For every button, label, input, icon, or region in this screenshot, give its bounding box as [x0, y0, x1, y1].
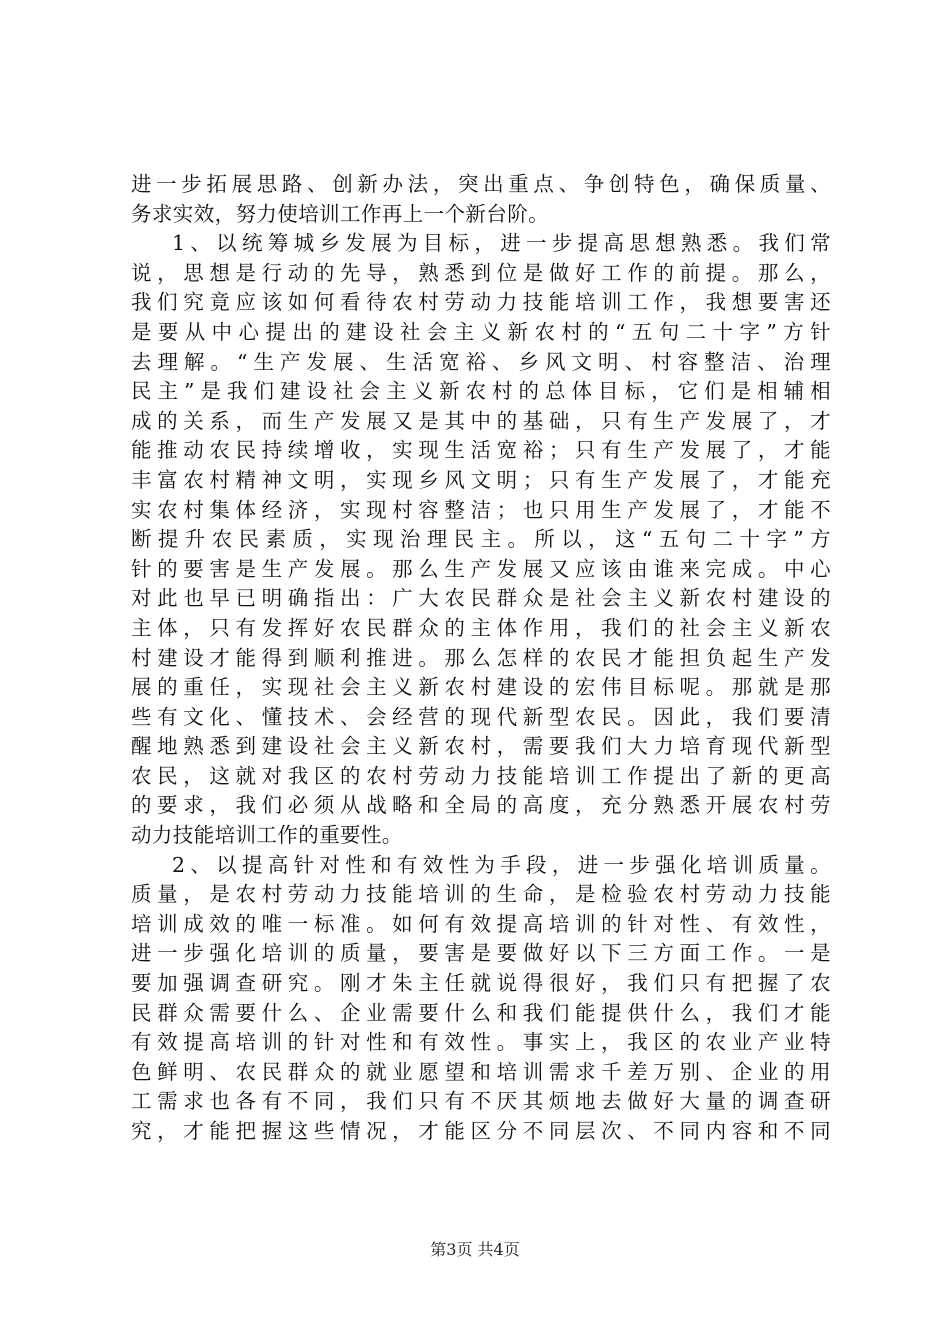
text-line: 质量，是农村劳动力技能培训的生命，是检验农村劳动力技能 [131, 882, 831, 907]
paragraph-start-line: 2、以提高针对性和有效性为手段，进一步强化培训质量。 [172, 852, 831, 877]
text-line: 究，才能把握这些情况，才能区分不同层次、不同内容和不同 [131, 1119, 831, 1143]
text-line: 进一步拓展思路、创新办法，突出重点、争创特色，确保质量、 [131, 172, 831, 196]
text-line: 展的重任，实现社会主义新农村建设的宏伟目标呢。那就是那 [131, 675, 831, 700]
text-line: 主体，只有发挥好农民群众的主体作用，我们的社会主义新农 [131, 615, 831, 640]
text-line: 有效提高培训的针对性和有效性。事实上，我区的农业产业特 [131, 1030, 831, 1055]
text-line: 我们究竟应该如何看待农村劳动力技能培训工作，我想要害还 [131, 290, 831, 315]
body-text [131, 170, 831, 1147]
page-number-footer: 第3页 共4页 [430, 1240, 520, 1259]
text-line: 丰富农村精神文明，实现乡风文明；只有生产发展了，才能充 [131, 467, 831, 492]
text-line: 些有文化、懂技术、会经营的现代新型农民。因此，我们要清 [131, 704, 831, 729]
text-line: 的要求，我们必须从战略和全局的高度，充分熟悉开展农村劳 [131, 793, 831, 818]
text-line: 民主”是我们建设社会主义新农村的总体目标，它们是相辅相 [131, 379, 831, 404]
text-line: 农民，这就对我区的农村劳动力技能培训工作提出了新的更高 [131, 763, 831, 788]
text-line: 培训成效的唯一标准。如何有效提高培训的针对性、有效性， [131, 911, 831, 936]
text-line: 对此也早已明确指出：广大农民群众是社会主义新农村建设的 [131, 586, 831, 611]
paragraph-start-line: 1、以统筹城乡发展为目标，进一步提高思想熟悉。我们常 [172, 231, 831, 256]
text-line: 动力技能培训工作的重要性。 [131, 823, 403, 848]
text-line: 醒地熟悉到建设社会主义新农村，需要我们大力培育现代新型 [131, 734, 831, 759]
text-line: 村建设才能得到顺利推进。那么怎样的农民才能担负起生产发 [131, 645, 831, 670]
text-line: 色鲜明、农民群众的就业愿望和培训需求千差万别、企业的用 [131, 1059, 831, 1084]
text-line: 工需求也各有不同，我们只有不厌其烦地去做好大量的调查研 [131, 1089, 831, 1114]
text-line: 实农村集体经济，实现村容整洁；也只用生产发展了，才能不 [131, 497, 831, 522]
text-line: 是要从中心提出的建设社会主义新农村的“五句二十字”方针 [131, 319, 831, 344]
text-line: 民群众需要什么、企业需要什么和我们能提供什么，我们才能 [131, 1000, 831, 1025]
text-line: 成的关系，而生产发展又是其中的基础，只有生产发展了，才 [131, 408, 831, 433]
text-line: 断提升农民素质，实现治理民主。所以，这“五句二十字”方 [131, 527, 831, 552]
text-line: 进一步强化培训的质量，要害是要做好以下三方面工作。一是 [131, 941, 831, 966]
text-line: 要加强调查研究。刚才朱主任就说得很好，我们只有把握了农 [131, 971, 831, 996]
text-line: 务求实效，努力使培训工作再上一个新台阶。 [131, 201, 549, 226]
text-line: 针的要害是生产发展。那么生产发展又应该由谁来完成。中心 [131, 556, 831, 581]
text-line: 能推动农民持续增收，实现生活宽裕；只有生产发展了，才能 [131, 438, 831, 463]
text-line: 去理解。“生产发展、生活宽裕、乡风文明、村容整洁、治理 [131, 349, 831, 374]
text-line: 说，思想是行动的先导，熟悉到位是做好工作的前提。那么， [131, 260, 831, 285]
